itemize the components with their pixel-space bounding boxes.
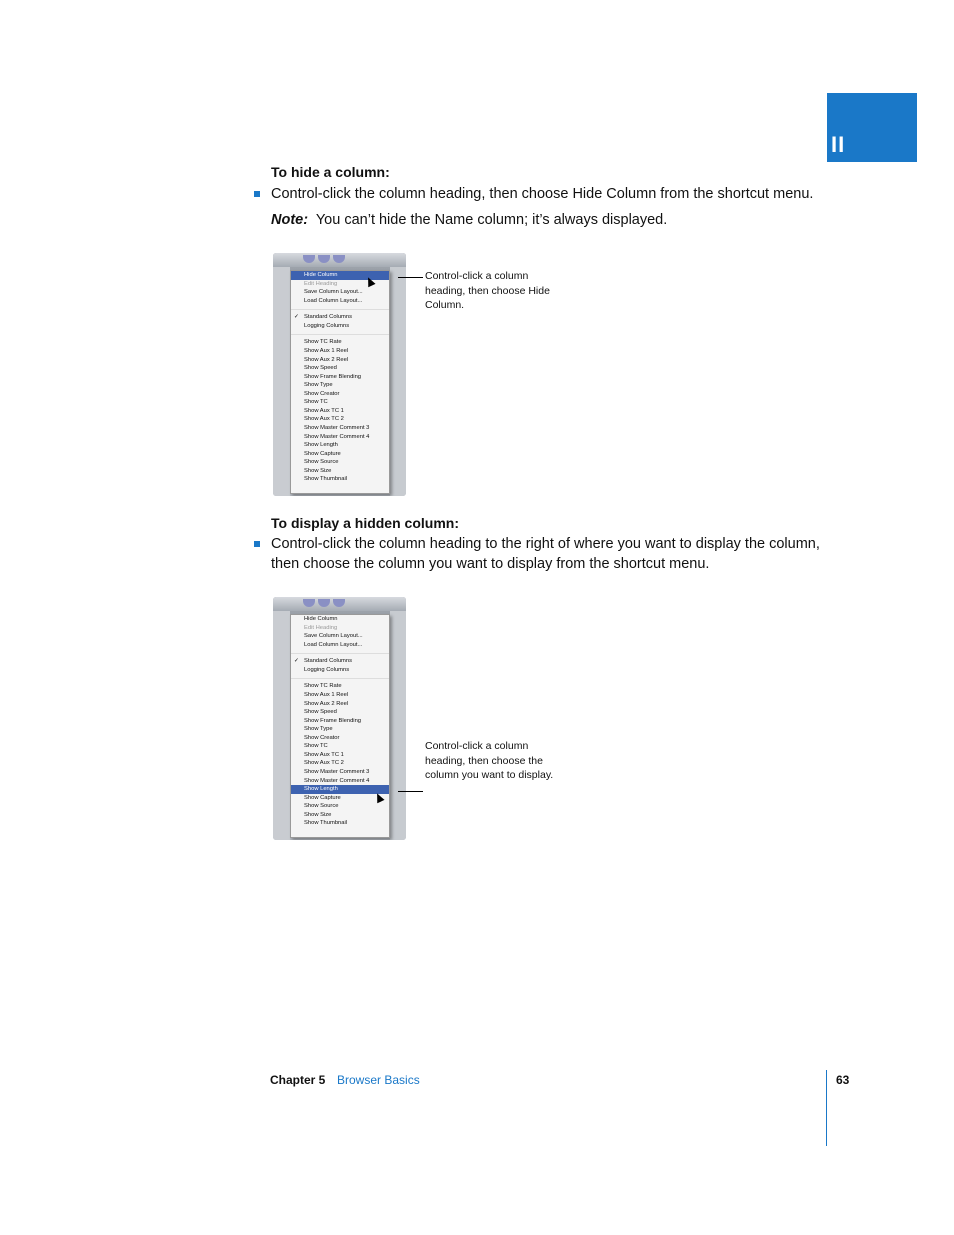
menu-item-standard-columns[interactable]: [291, 657, 389, 666]
toolbar-knob: [318, 599, 330, 607]
menu-item-show-capture[interactable]: Show Capture: [304, 450, 341, 457]
screenshot-show-column: [273, 597, 406, 840]
shortcut-menu[interactable]: [290, 614, 390, 838]
menu-item-show-tc-rate[interactable]: Show TC Rate: [304, 339, 342, 346]
browser-name-column: [273, 267, 290, 496]
menu-item-show-type[interactable]: Show Type: [304, 382, 333, 389]
menu-item-show-length[interactable]: Show Length: [291, 785, 389, 794]
browser-right-columns: [390, 611, 406, 840]
menu-separator: [291, 305, 389, 310]
menu-item-show-source[interactable]: Show Source: [304, 803, 339, 810]
note-paragraph: [271, 210, 841, 230]
menu-item-hide-column[interactable]: Hide Column: [291, 271, 389, 280]
callout-leader-line: [398, 791, 423, 792]
menu-item-show-length[interactable]: Show Length: [304, 442, 338, 449]
menu-item-show-size[interactable]: Show Size: [304, 467, 332, 474]
screenshot-hide-column: [273, 253, 406, 496]
menu-item-show-frame-blending[interactable]: Show Frame Blending: [304, 373, 362, 380]
bullet-icon: [254, 191, 260, 197]
menu-item-show-tc-rate[interactable]: Show TC Rate: [304, 683, 342, 690]
menu-item-label: Standard Columns: [304, 658, 353, 665]
toolbar-knob: [333, 255, 345, 263]
section-heading-hide-column: To hide a column:: [271, 164, 390, 180]
menu-item-hide-column[interactable]: Hide Column: [304, 616, 338, 622]
show-items-list: [291, 682, 389, 828]
menu-item-label: Standard Columns: [304, 314, 353, 321]
window-toolbar: [273, 253, 406, 267]
toolbar-knob: [303, 599, 315, 607]
callout-leader-line: [398, 277, 423, 278]
menu-item-show-capture[interactable]: Show Capture: [304, 794, 341, 801]
menu-item-show-master-comment-4[interactable]: Show Master Comment 4: [304, 777, 370, 784]
part-tab: [827, 93, 917, 162]
menu-item-show-type[interactable]: Show Type: [304, 726, 333, 733]
menu-item-edit-heading[interactable]: Edit Heading: [304, 280, 338, 287]
callout-hide-column: Control-click a column heading, then choose Hide Column.: [425, 270, 550, 311]
menu-item-save-layout[interactable]: Save Column Layout...: [304, 289, 363, 296]
menu-item-show-tc[interactable]: Show TC: [304, 399, 328, 406]
toolbar-knob: [303, 255, 315, 263]
step-display-column: Control-click the column heading to the right of where you want to display the column, then choose the column you want to display from the shortcut menu.: [271, 536, 820, 572]
browser-name-column: [273, 611, 290, 840]
menu-separator: [291, 649, 389, 654]
menu-separator: [291, 674, 389, 679]
menu-item-show-thumbnail[interactable]: Show Thumbnail: [304, 820, 348, 827]
footer-chapter-title: Browser Basics: [337, 1073, 420, 1087]
menu-item-show-source[interactable]: Show Source: [304, 459, 339, 466]
menu-item-load-layout[interactable]: Load Column Layout...: [304, 641, 363, 648]
checkmark-icon: ✓: [294, 658, 299, 665]
menu-item-show-creator[interactable]: Show Creator: [304, 390, 340, 397]
menu-separator: [291, 330, 389, 335]
bullet-icon: [254, 541, 260, 547]
menu-item-show-frame-blending[interactable]: Show Frame Blending: [304, 717, 362, 724]
note-label: Note:: [271, 212, 309, 228]
menu-item-show-speed[interactable]: Show Speed: [304, 365, 337, 372]
page-number: 63: [836, 1073, 850, 1087]
menu-item-show-aux-tc-1[interactable]: Show Aux TC 1: [304, 751, 344, 758]
menu-item-show-aux-2-reel[interactable]: Show Aux 2 Reel: [304, 356, 349, 363]
toolbar-knob: [333, 599, 345, 607]
menu-item-logging-columns[interactable]: Logging Columns: [304, 666, 350, 673]
menu-item-logging-columns[interactable]: Logging Columns: [304, 322, 350, 329]
window-toolbar: [273, 597, 406, 611]
section-heading-display-column: To display a hidden column:: [271, 515, 459, 531]
menu-item-load-layout[interactable]: Load Column Layout...: [304, 297, 363, 304]
menu-item-show-aux-1-reel[interactable]: Show Aux 1 Reel: [304, 691, 349, 698]
toolbar-knob: [318, 255, 330, 263]
menu-item-show-creator[interactable]: Show Creator: [304, 734, 340, 741]
menu-item-show-thumbnail[interactable]: Show Thumbnail: [304, 476, 348, 483]
show-items-list: [291, 338, 389, 484]
part-tab-label: II: [831, 132, 846, 157]
menu-item-show-master-comment-4[interactable]: Show Master Comment 4: [304, 433, 370, 440]
footer-chapter: Chapter 5: [270, 1073, 326, 1087]
shortcut-menu[interactable]: [290, 270, 390, 494]
step-hide-column: Control-click the column heading, then choose Hide Column from the shortcut menu.: [271, 186, 814, 202]
menu-item-edit-heading[interactable]: Edit Heading: [304, 624, 338, 631]
menu-item-show-tc[interactable]: Show TC: [304, 743, 328, 750]
menu-item-show-master-comment-3[interactable]: Show Master Comment 3: [304, 769, 370, 775]
note-text: You can’t hide the Name column; it’s always displayed.: [315, 212, 668, 228]
menu-item-show-size[interactable]: Show Size: [304, 811, 332, 818]
menu-item-show-aux-2-reel[interactable]: Show Aux 2 Reel: [304, 700, 349, 707]
menu-item-show-aux-tc-2[interactable]: Show Aux TC 2: [304, 760, 344, 767]
menu-item-standard-columns[interactable]: [291, 313, 389, 322]
menu-item-show-speed[interactable]: Show Speed: [304, 709, 337, 716]
browser-right-columns: [390, 267, 406, 496]
menu-item-show-master-comment-3[interactable]: Show Master Comment 3: [304, 425, 370, 431]
callout-show-column: Control-click a column heading, then choose the column you want to display.: [425, 740, 554, 781]
menu-item-save-layout[interactable]: Save Column Layout...: [304, 633, 363, 640]
menu-item-show-aux-tc-2[interactable]: Show Aux TC 2: [304, 416, 344, 423]
footer-rule: [826, 1070, 827, 1146]
checkmark-icon: ✓: [294, 314, 299, 321]
menu-item-show-aux-tc-1[interactable]: Show Aux TC 1: [304, 407, 344, 414]
menu-item-show-aux-1-reel[interactable]: Show Aux 1 Reel: [304, 347, 349, 354]
